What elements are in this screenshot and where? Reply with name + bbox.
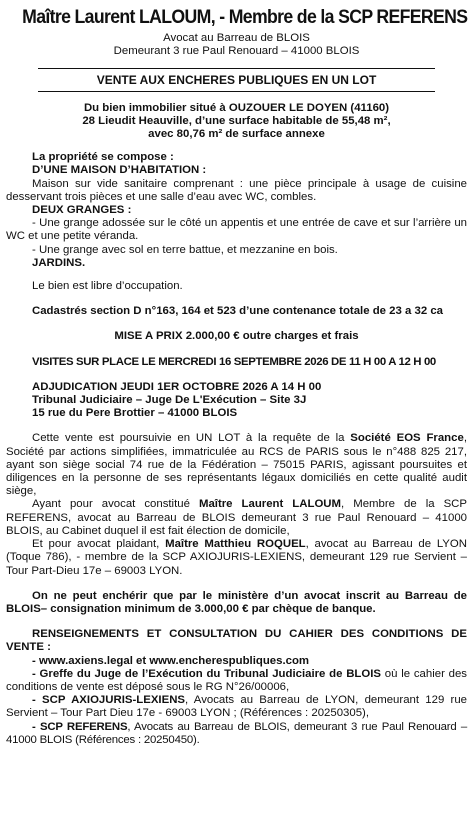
- property-line-1: Du bien immobilier situé à OUZOUER LE DOYEN (41160): [83, 101, 390, 114]
- visites: VISITES SUR PLACE LE MERCREDI 16 SEPTEMBRE 2026 DE 11 H 00 A 12 H 00: [32, 355, 436, 368]
- adjudication-court: Tribunal Judiciaire – Juge De L'Exécution – Site 3J: [32, 394, 307, 407]
- adjudication-address: 15 rue du Pere Brottier – 41000 BLOIS: [32, 407, 238, 420]
- websites: - www.axiens.legal et www.encherespubliques.com: [32, 654, 310, 667]
- adjudication-date: ADJUDICATION JEUDI 1ER OCTOBRE 2026 A 14 H 00: [32, 380, 322, 393]
- notice-title: Maître Laurent LALOUM, - Membre de la SCP REFERENS: [22, 7, 468, 28]
- top-rule: [38, 68, 435, 69]
- renseignements-heading: RENSEIGNEMENTS ET CONSULTATION DU CAHIER DES CONDITIONS DE VENTE :: [6, 628, 467, 654]
- gardens: JARDINS.: [32, 256, 86, 269]
- poursuite-paragraph-3: Et pour avocat plaidant, Maître Matthieu ROQUEL, avocat au Barreau de LYON (Toque 786), - membre de la SCP AXIOJURIS-LEXIENS, demeurant 129 rue Servient – Tour Part-Dieu 17e – 69003 LYON.: [6, 538, 467, 577]
- cadastre: Cadastrés section D n°163, 164 et 523 d’une contenance totale de 23 a 32 ca: [32, 305, 444, 318]
- house-heading: D’UNE MAISON D’HABITATION :: [32, 164, 207, 177]
- barn-1: - Une grange adossée sur le côté un appentis et une entrée de cave et sur l’arrière un WC et une petite véranda.: [6, 217, 467, 243]
- property-line-3: avec 80,76 m² de surface annexe: [148, 128, 325, 141]
- barn-2: - Une grange avec sol en terre battue, et mezzanine en bois.: [32, 243, 338, 256]
- mise-a-prix: MISE A PRIX 2.000,00 € outre charges et frais: [114, 330, 359, 343]
- occupation: Le bien est libre d’occupation.: [32, 280, 183, 293]
- encheres-conditions: On ne peut enchérir que par le ministère d’un avocat inscrit au Barreau de BLOIS– consignation minimum de 3.000,00 € par chèque de banque.: [6, 589, 467, 615]
- greffe: - Greffe du Juge de l’Exécution du Tribunal Judiciaire de BLOIS où le cahier des conditions de vente est déposé sous le RG N°26/00006,: [6, 667, 467, 693]
- property-line-2: 28 Lieudit Heauville, d’une surface habitable de 55,48 m²,: [82, 114, 391, 127]
- barns-heading: DEUX GRANGES :: [32, 204, 132, 217]
- scp-axiojuris: - SCP AXIOJURIS-LEXIENS, Avocats au Barreau de LYON, demeurant 129 rue Servient – Tour Part Dieu 17e - 69003 LYON ; (Références : 20250305),: [6, 694, 467, 720]
- scp-referens: - SCP REFERENS, Avocats au Barreau de BLOIS, demeurant 3 rue Paul Renouard – 41000 BLOIS (Références : 20250450).: [6, 720, 467, 746]
- poursuite-paragraph-1: Cette vente est poursuivie en UN LOT à la requête de la Société EOS France, Société par actions simplifiées, immatriculée au RCS de PARIS sous le n°488 825 217, ayant son siège social 74 rue de la Fédération – 75015 PARIS, agissant poursuites et diligences en la personne de ses représentants légaux domiciliés en cette qualité audit siège,: [6, 432, 467, 498]
- creditor-name: Société EOS France: [350, 432, 464, 445]
- lawyer-address: Demeurant 3 rue Paul Renouard – 41000 BLOIS: [113, 45, 360, 58]
- bottom-rule: [38, 91, 435, 92]
- poursuite-paragraph-2: Ayant pour avocat constitué Maître Laurent LALOUM, Membre de la SCP REFERENS, avocat au Barreau de BLOIS demeurant 3 rue Paul Renouard – 41000 BLOIS, au Cabinet duquel il est fait élection de domicile,: [6, 498, 467, 537]
- composition-intro: La propriété se compose :: [32, 151, 174, 164]
- house-text: Maison sur vide sanitaire comprenant : une pièce principale à usage de cuisine desservant trois pièces et une salle d’eau avec WC, combles.: [6, 177, 467, 203]
- lawyer-bar: Avocat au Barreau de BLOIS: [163, 32, 310, 44]
- avocat-constitue: Maître Laurent LALOUM: [198, 498, 342, 511]
- sale-title: VENTE AUX ENCHERES PUBLIQUES EN UN LOT: [96, 73, 377, 88]
- avocat-plaidant: Maître Matthieu ROQUEL: [165, 538, 306, 551]
